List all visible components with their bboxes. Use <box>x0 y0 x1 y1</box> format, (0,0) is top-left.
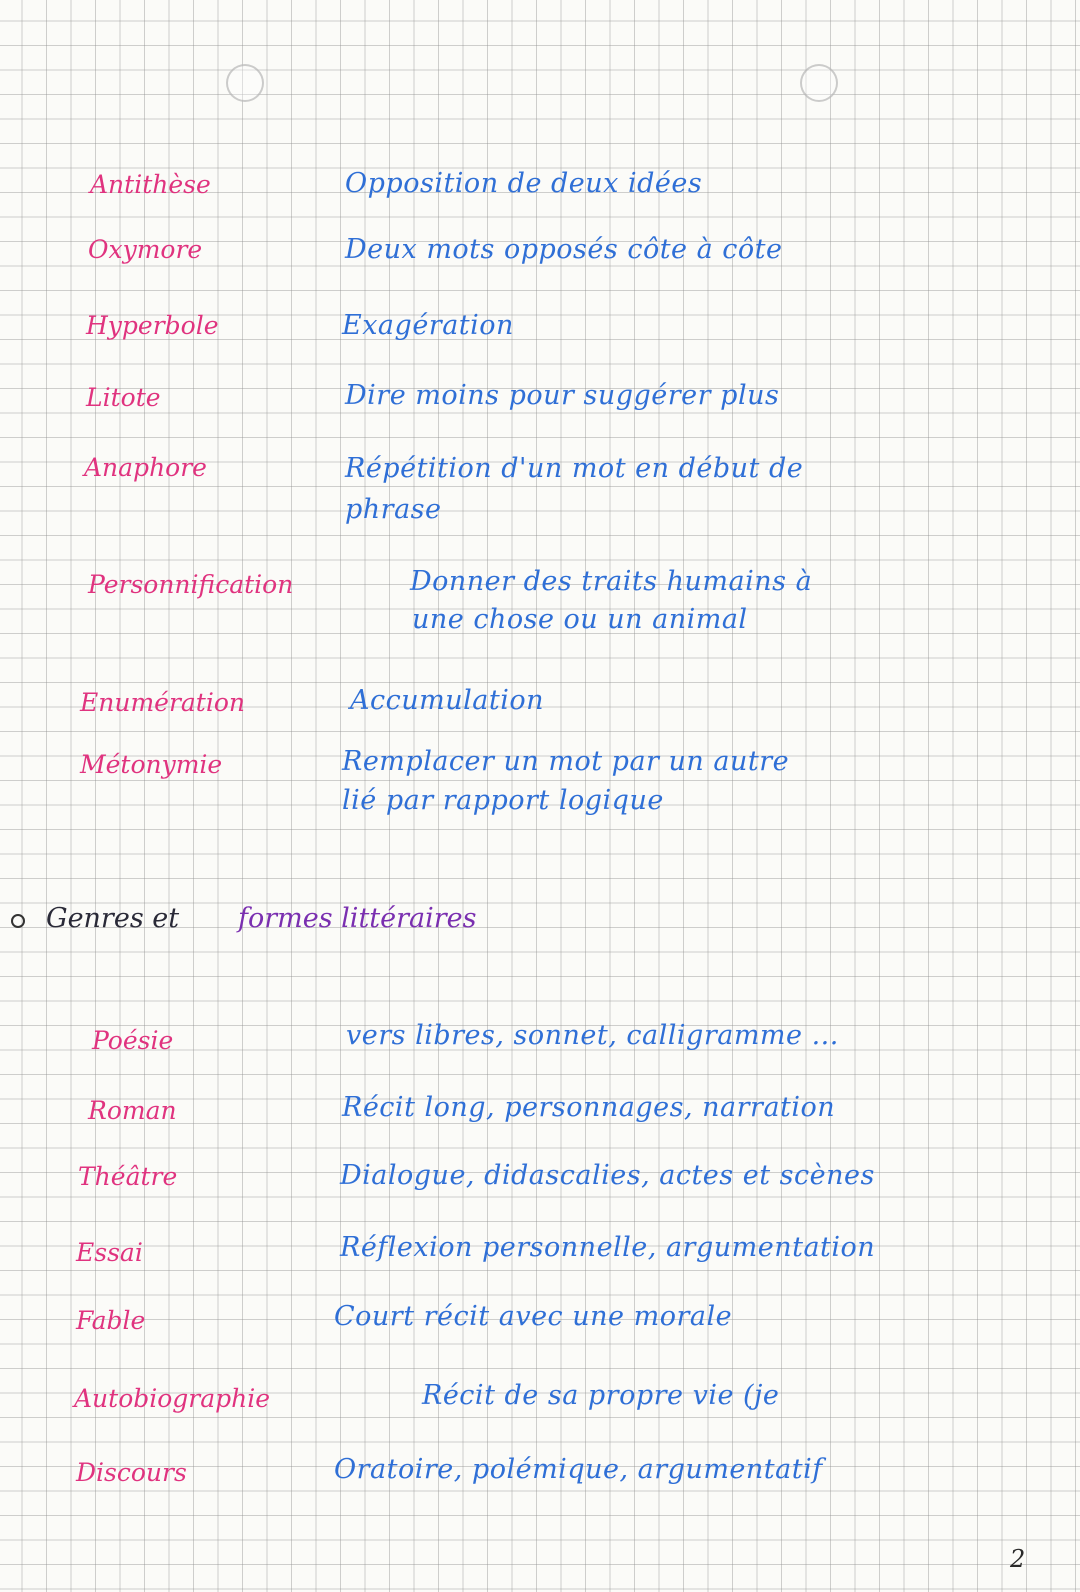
term-personnification: Personnification <box>88 570 294 599</box>
binder-hole-left <box>226 64 264 102</box>
page-number: 2 <box>1010 1545 1026 1573</box>
term-litote: Litote <box>86 383 161 412</box>
definition-discours: Oratoire, polémique, argumentatif <box>334 1454 823 1485</box>
definition-anaphore-line1: Répétition d'un mot en début de <box>345 453 804 484</box>
term-oxymore: Oxymore <box>88 235 203 264</box>
definition-oxymore: Deux mots opposés côte à côte <box>345 234 783 265</box>
definition-fable: Court récit avec une morale <box>334 1301 733 1332</box>
definition-litote: Dire moins pour suggérer plus <box>345 380 780 411</box>
term-metonymie: Métonymie <box>80 750 223 779</box>
definition-poesie: vers libres, sonnet, calligramme ... <box>346 1020 839 1051</box>
definition-roman: Récit long, personnages, narration <box>342 1092 836 1123</box>
term-anaphore: Anaphore <box>84 453 207 482</box>
definition-metonymie-line2: lié par rapport logique <box>342 785 664 816</box>
term-theatre: Théâtre <box>78 1162 178 1191</box>
term-roman: Roman <box>88 1096 177 1125</box>
definition-essai: Réflexion personnelle, argumentation <box>340 1232 876 1263</box>
term-autobiographie: Autobiographie <box>74 1384 271 1413</box>
definition-personnification-line1: Donner des traits humains à <box>410 566 813 597</box>
term-fable: Fable <box>76 1306 146 1335</box>
definition-enumeration: Accumulation <box>350 685 544 716</box>
term-essai: Essai <box>76 1238 143 1267</box>
definition-autobiographie: Récit de sa propre vie (je <box>422 1380 780 1411</box>
definition-personnification-line2: une chose ou un animal <box>412 604 748 635</box>
term-hyperbole: Hyperbole <box>86 311 219 340</box>
term-poesie: Poésie <box>92 1026 174 1055</box>
definition-antithese: Opposition de deux idées <box>345 168 703 199</box>
term-antithese: Antithèse <box>90 170 211 199</box>
term-enumeration: Enumération <box>80 688 246 717</box>
term-discours: Discours <box>76 1458 187 1487</box>
definition-anaphore-line2: phrase <box>345 494 442 525</box>
heading-part2: formes littéraires <box>238 903 477 934</box>
binder-hole-right <box>800 64 838 102</box>
bullet-icon <box>11 914 25 928</box>
definition-hyperbole: Exagération <box>342 310 514 341</box>
definition-theatre: Dialogue, didascalies, actes et scènes <box>340 1160 875 1191</box>
definition-metonymie-line1: Remplacer un mot par un autre <box>342 746 790 777</box>
heading-part1: Genres et <box>46 903 180 934</box>
